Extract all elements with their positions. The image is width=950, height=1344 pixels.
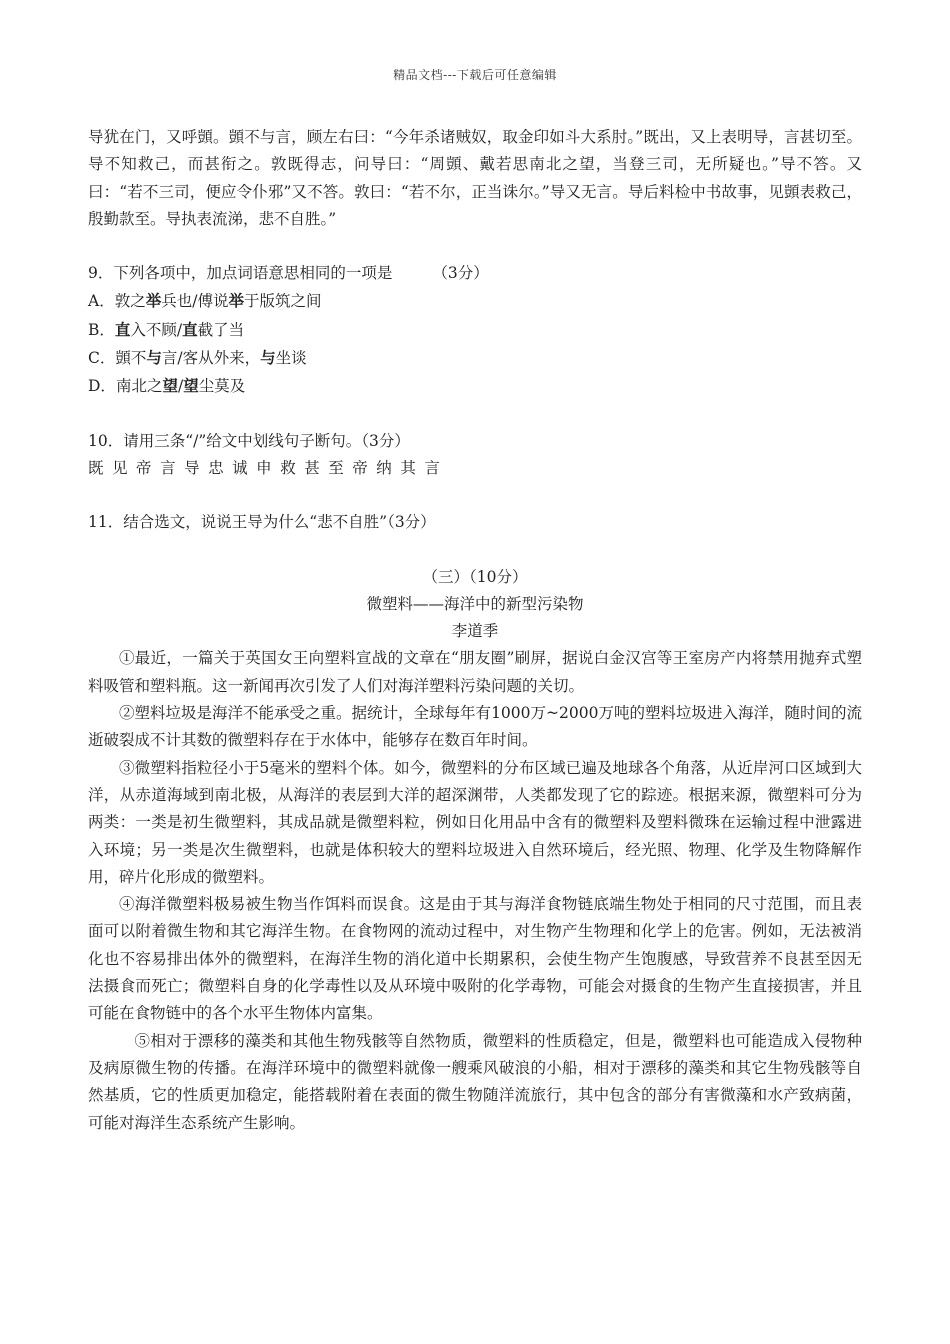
dotted-word: 直 — [114, 319, 131, 339]
page-header: 精品文档---下载后可任意编辑 — [393, 68, 557, 82]
question-9-option-a: A．敦之举兵也/傅说举于版筑之间 — [88, 291, 322, 311]
section-heading: （三）（10分） — [422, 567, 528, 586]
question-11-stem: 11．结合选文，说说王导为什么“悲不自胜”（3分） — [88, 513, 436, 532]
question-9-stem: 9．下列各项中，加点词语意思相同的一项是 （3分） — [88, 260, 862, 287]
dotted-word: 举 — [145, 291, 162, 311]
dotted-word: 望 — [162, 376, 178, 396]
article-paragraph-3: ③微塑料指粒径小于5毫米的塑料个体。如今，微塑料的分布区域已遍及地球各个角落，从近岸河口区域到大洋，从赤道海域到南北极，从海洋的表层到大洋的超深渊带，人类都发现了它的踪迹。根据来源，微塑料可分为两类：一类是初生微塑料，其成品就是微塑料粒，例如日化用品中含有的微塑料及塑料微珠在运输过程中泄露进入环境；另一类是次生微塑料，也就是体积较大的塑料垃圾进入自然环境后，经光照、物理、化学及生物降解作用，碎片化形成的微塑料。 — [88, 758, 862, 886]
dotted-word: 望 — [183, 376, 199, 396]
article-title: 微塑料——海洋中的新型污染物 — [366, 594, 584, 613]
dotted-word: 与 — [146, 348, 162, 368]
question-9-option-b: B．直入不顾/直截了当 — [88, 319, 245, 339]
dotted-word: 举 — [228, 291, 244, 311]
question-9-points: （3分） — [432, 264, 489, 283]
question-9-option-c: C．顗不与言/客从外来，与坐谈 — [88, 348, 307, 368]
article-paragraph-1: ①最近，一篇关于英国女王向塑料宣战的文章在“朋友圈”刷屏，据说白金汉宫等王室房产内将禁用抛弃式塑料吸管和塑料瓶。这一新闻再次引发了人们对海洋塑料污染问题的关切。 — [88, 649, 862, 695]
article-paragraph-4: ④海洋微塑料极易被生物当作饵料而误食。这是由于其与海洋食物链底端生物处于相同的尺寸范围，而且表面可以附着微生物和其它海洋生物。在食物网的流动过程中，对生物产生物理和化学上的危害。例如，无法被消化也不容易排出体外的微塑料，在海洋生物的消化道中长期累积，会使生物产生饱腹感，导致营养不良甚至因无法摄食而死亡；微塑料自身的化学毒性以及从环境中吸附的化学毒物，可能会对摄食的生物产生直接损害，并且可能在食物链中的各个水平生物体内富集。 — [88, 895, 862, 1023]
dotted-word: 直 — [182, 319, 198, 339]
article-paragraph-2: ②塑料垃圾是海洋不能承受之重。据统计，全球每年有1000万~2000万吨的塑料垃圾进入海洋，随时间的流逝破裂成不计其数的微塑料存在于水体中，能够存在数百年时间。 — [88, 704, 862, 750]
question-10-sentence: 既见帝言导忠诚申救甚至帝纳其言 — [88, 458, 449, 477]
dotted-word: 与 — [260, 348, 276, 368]
article-author: 李道季 — [451, 622, 499, 641]
question-10-stem: 10．请用三条“/”给文中划线句子断句。（3分） — [88, 431, 410, 450]
passage-text: 导犹在门，又呼顗。顗不与言，顾左右曰：“今年杀诸贼奴，取金印如斗大系肘。”既出，又上表明导，言甚切至。导不知救己，而甚衔之。敦既得志，问导曰：“周顗、戴若思南北之望，当登三司，无所疑也。”导不答。又曰：“若不三司，便应令仆邪”又不答。敦曰：“若不尔，正当诛尔。”导又无言。导后料检中书故事，见顗表救己，殷勤款至。导执表流涕，悲不自胜。” — [88, 128, 862, 228]
article-paragraph-5: ⑤相对于漂移的藻类和其他生物残骸等自然物质，微塑料的性质稳定，但是，微塑料也可能造成入侵物种及病原微生物的传播。在海洋环境中的微塑料就像一艘乘风破浪的小船，相对于漂移的藻类和其它生物残骸等自然基质，它的性质更加稳定，能搭载附着在表面的微生物随洋流旅行，其中包含的部分有害微藻和水产致病菌，可能对海洋生态系统产生影响。 — [88, 1031, 862, 1132]
document-body — [88, 124, 862, 1137]
question-9-option-d: D．南北之望/望尘莫及 — [88, 376, 246, 396]
